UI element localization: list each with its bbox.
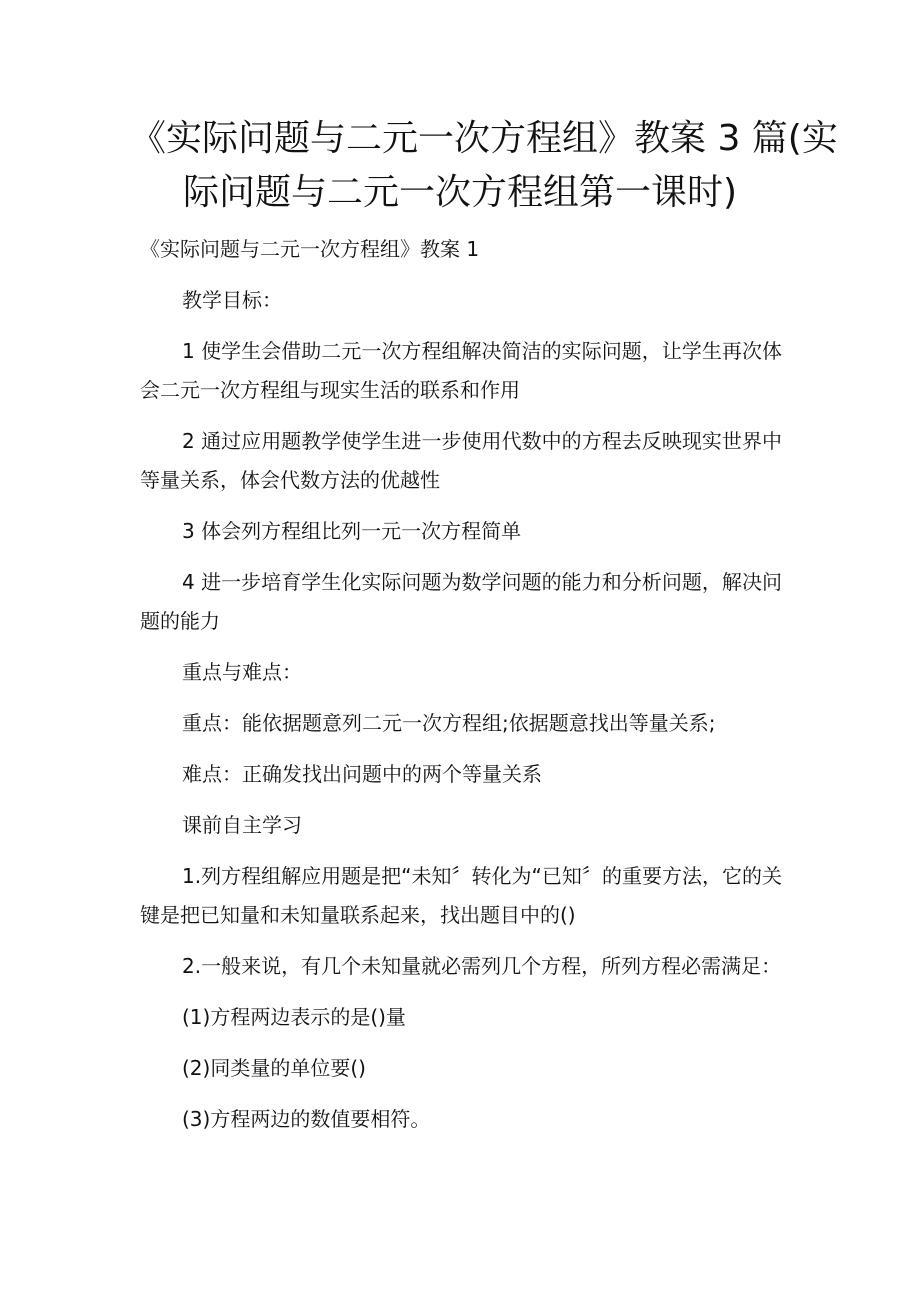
key-point: 重点：能依据题意列二元一次方程组;依据题意找出等量关系;: [182, 711, 716, 735]
section-heading: 《实际问题与二元一次方程组》教案 1: [140, 237, 480, 261]
preview-item-2: 2.一般来说，有几个未知量就必需列几个方程，所列方程必需满足：: [182, 954, 782, 978]
objectives-heading: 教学目标：: [182, 288, 282, 312]
objective-3: 3 体会列方程组比列一元一次方程简单: [182, 519, 522, 543]
preview-subitem-1: (1)方程两边表示的是()量: [182, 1005, 406, 1029]
objective-4: 4 进一步培育学生化实际问题为数学问题的能力和分析问题，解决问题的能力: [140, 570, 782, 633]
key-points-heading: 重点与难点：: [182, 660, 302, 684]
objective-2: 2 通过应用题教学使学生进一步使用代数中的方程去反映现实世界中等量关系，体会代数方法的优越性: [140, 429, 782, 492]
title-line-2: 际问题与二元一次方程组第一课时): [182, 172, 738, 213]
preview-heading: 课前自主学习: [182, 813, 302, 837]
preview-item-1: 1.列方程组解应用题是把“未知〞转化为“已知〞的重要方法，它的关键是把已知量和未知量联系起来，找出题目中的(): [140, 864, 782, 927]
difficult-point: 难点：正确发找出问题中的两个等量关系: [182, 762, 542, 786]
preview-subitem-3: (3)方程两边的数值要相符。: [182, 1107, 431, 1131]
title-line-1: 《实际问题与二元一次方程组》教案 3 篇(实: [130, 118, 838, 159]
document-body: [140, 230, 782, 1151]
document-title: [130, 112, 838, 220]
objective-1: 1 使学生会借助二元一次方程组解决简洁的实际问题，让学生再次体会二元一次方程组与现实生活的联系和作用: [140, 339, 782, 402]
preview-subitem-2: (2)同类量的单位要(): [182, 1056, 366, 1080]
